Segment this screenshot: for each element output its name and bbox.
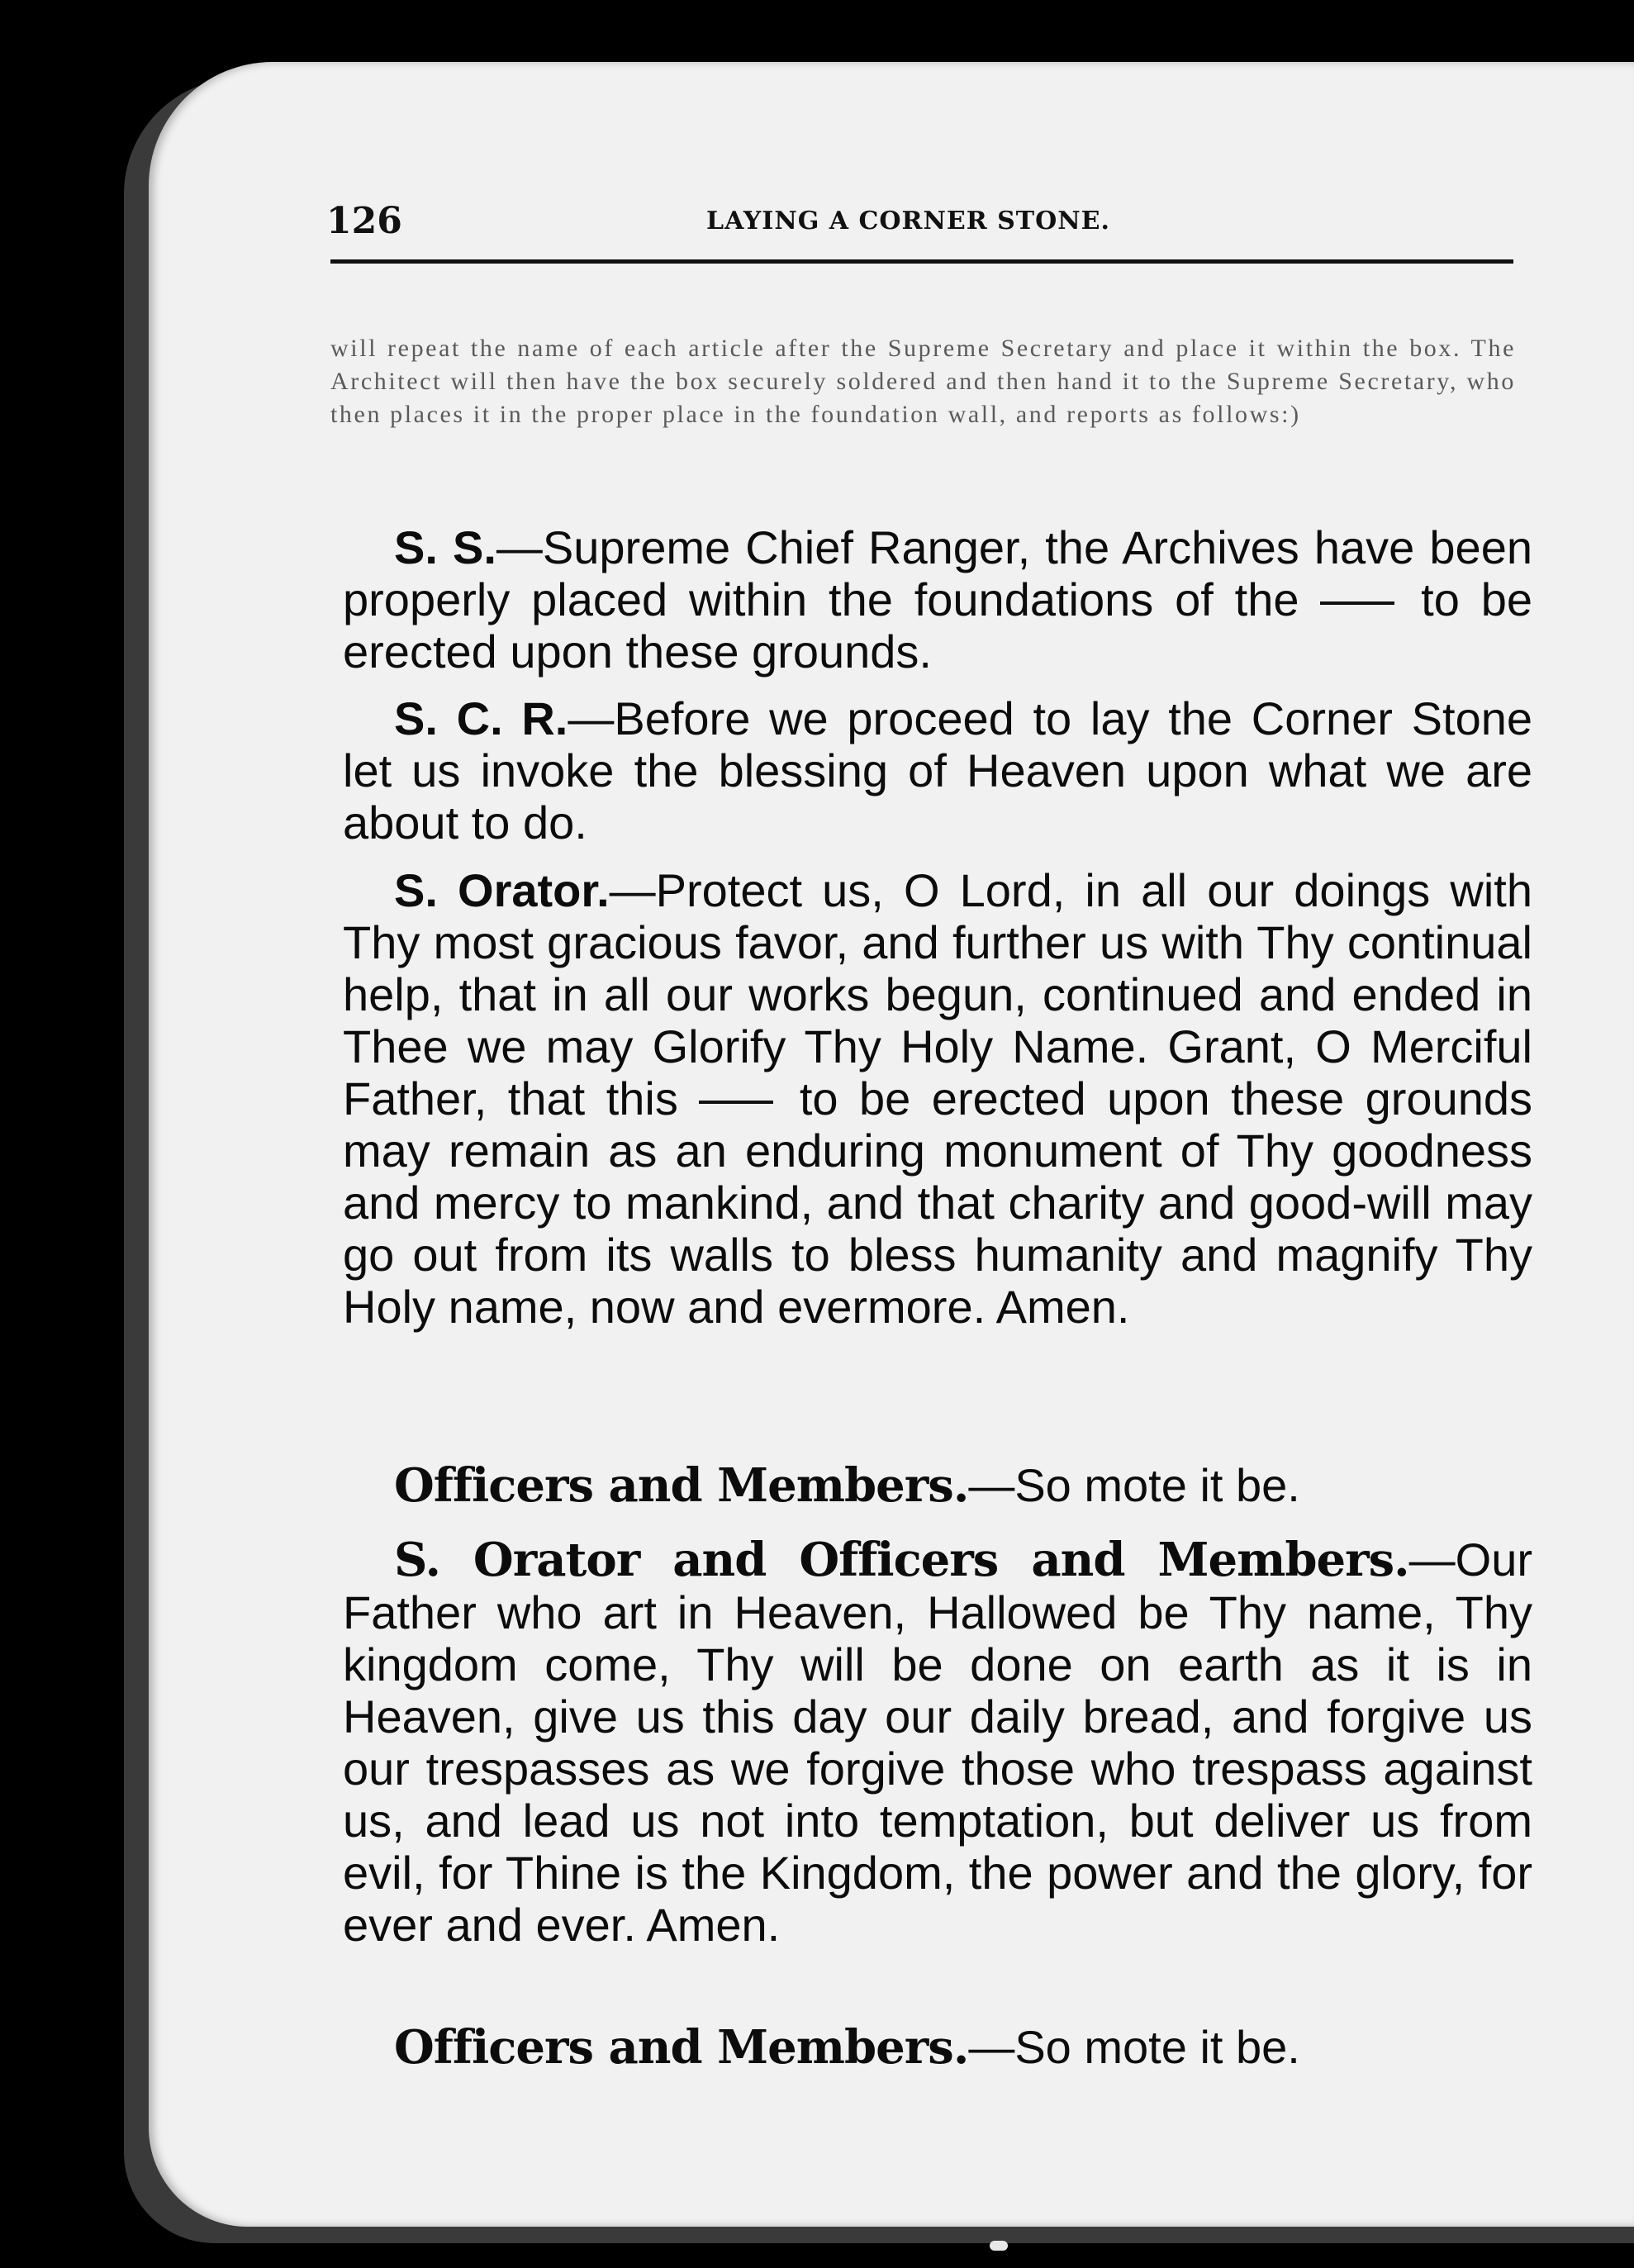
page-header [326, 200, 1516, 250]
lords-prayer [343, 1533, 1532, 1951]
speaker-label: S. C. R. [394, 692, 568, 744]
closing-response-officers-members [343, 2021, 1532, 2074]
speech-supreme-chief-ranger [343, 692, 1532, 849]
speech-text-continued: to be erected upon these grounds may remain as an enduring monument of Thy goodness and mercy to mankind, and that charity and good-will may go out from its walls to bless humanity and magnify Thy Holy name, now and evermore. Amen. [343, 1072, 1532, 1333]
speech-text: —Supreme Chief Ranger, the Archives have been properly placed within the foundations of the [343, 521, 1532, 625]
stage-direction: will repeat the name of each article after the Supreme Secretary and place it within the box. The Architect will then have the box securely soldered and then hand it to the Supreme Secretary, who then places it in the proper place in the foundation wall, and reports as follows:) [330, 335, 1516, 428]
speech-supreme-orator [343, 864, 1532, 1333]
speaker-label: Officers and Members. [394, 1458, 969, 1513]
blank-line [1320, 601, 1394, 605]
speech-supreme-secretary [343, 521, 1532, 678]
speech-text: —So mote it be. [968, 2021, 1300, 2073]
page-bottom-mark [990, 2241, 1008, 2251]
speech-text: —Protect us, O Lord, in all our doings with Thy most gracious favor, and further us with Thy continual help, that in all our works begun, continued and ended in Thee we may Glorify Thy Holy Name. Grant, O Merciful Father, that this [343, 864, 1532, 1124]
speech-text: —Our Father who art in Heaven, Hallowed be Thy name, Thy kingdom come, Thy will be done on earth as it is in Heaven, give us this day our daily bread, and forgive us our trespasses as we forgive those who trespass against us, and lead us not into temptation, but deliver us from evil, for Thine is the Kingdom, the power and the glory, for ever and ever. Amen. [343, 1533, 1532, 1951]
page-number: 126 [326, 200, 402, 242]
speaker-label: Officers and Members. [394, 2020, 969, 2075]
speaker-label: S. Orator and Officers and Members. [394, 1533, 1409, 1587]
response-officers-members [343, 1459, 1532, 1512]
speech-text: —Before we proceed to lay the Corner Stone let us invoke the blessing of Heaven upon what we are about to do. [343, 692, 1533, 849]
header-rule [330, 259, 1513, 264]
running-head: LAYING A CORNER STONE. [706, 207, 1110, 235]
speaker-label: S. S. [394, 521, 496, 573]
speech-text: —So mote it be. [968, 1459, 1300, 1511]
blank-line [699, 1101, 773, 1104]
speaker-label: S. Orator. [394, 864, 610, 916]
speech-text-continued: to be erected upon these grounds. [343, 573, 1533, 678]
